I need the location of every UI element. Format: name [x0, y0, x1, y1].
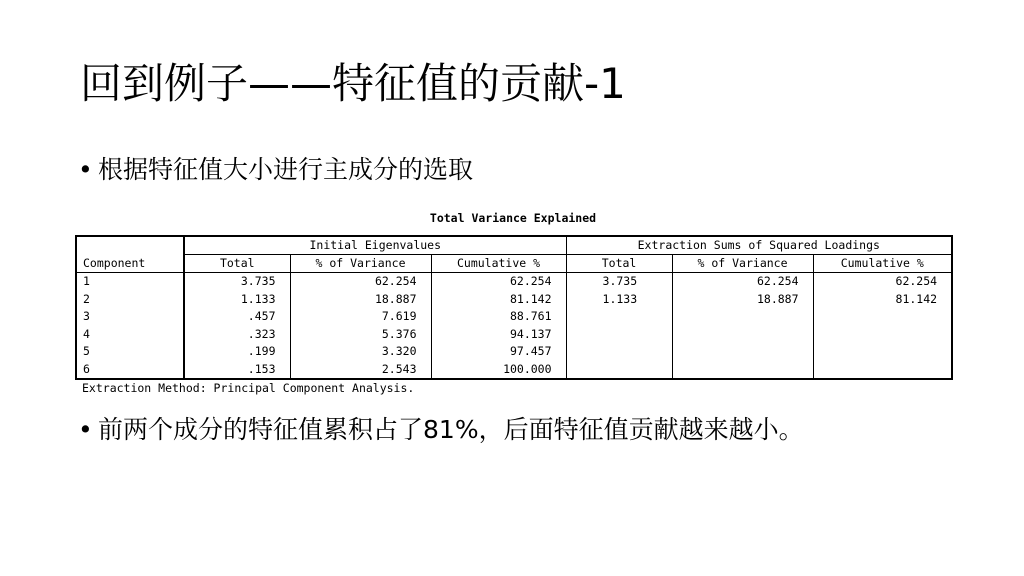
table-cell: .153	[184, 361, 290, 380]
table-cell: 100.000	[431, 361, 566, 380]
table-cell	[672, 361, 813, 380]
table-cell: 5.376	[290, 326, 431, 344]
table-cell: 2.543	[290, 361, 431, 380]
component-cell: 3	[76, 308, 184, 326]
component-cell: 5	[76, 343, 184, 361]
component-cell: 1	[76, 273, 184, 291]
table-cell: 62.254	[895, 274, 938, 288]
variance-table	[75, 235, 953, 380]
column-header: % of Variance	[672, 255, 813, 273]
table-cell: 18.887	[290, 291, 431, 309]
bullet-dot-icon: •	[78, 155, 93, 184]
table-cell: 3.320	[290, 343, 431, 361]
column-header-row	[76, 255, 952, 273]
table-cell: 3.735	[566, 273, 672, 291]
table-footnote: Extraction Method: Principal Component Analysis.	[82, 381, 415, 395]
table-cell: 1.133	[566, 291, 672, 309]
column-header: Cumulative %	[431, 255, 566, 273]
initial-eigenvalues-header: Initial Eigenvalues	[184, 236, 566, 255]
table-cell: 18.887	[672, 291, 813, 309]
component-cell: 2	[76, 291, 184, 309]
table-cell	[566, 361, 672, 380]
table-cell: 94.137	[431, 326, 566, 344]
component-cell: 4	[76, 326, 184, 344]
table-row	[76, 343, 952, 361]
table-cell: 81.142	[431, 291, 566, 309]
table-cell	[813, 326, 952, 344]
column-header: % of Variance	[290, 255, 431, 273]
table-cell	[566, 343, 672, 361]
column-header: Cumulative %	[813, 255, 952, 273]
table-row	[76, 273, 952, 291]
table-cell: 62.254	[672, 273, 813, 291]
table-cell: 3.735	[184, 273, 290, 291]
bullet-text: 前两个成分的特征值累积占了81%，后面特征值贡献越来越小。	[98, 415, 804, 444]
table-row	[76, 361, 952, 380]
table-cell: .457	[184, 308, 290, 326]
table-cell: .323	[184, 326, 290, 344]
table-cell: 1.133	[184, 291, 290, 309]
table-cell: 88.761	[431, 308, 566, 326]
extraction-sums-header: Extraction Sums of Squared Loadings	[566, 236, 952, 255]
component-header: Component	[76, 255, 184, 273]
table-cell: 7.619	[290, 308, 431, 326]
corner-cell	[76, 236, 184, 255]
table-caption: Total Variance Explained	[429, 211, 597, 225]
component-cell: 6	[76, 361, 184, 380]
table-cell: .199	[184, 343, 290, 361]
table-cell	[566, 308, 672, 326]
table-row	[76, 291, 952, 309]
table-cell: 81.142	[895, 291, 938, 306]
table-cell: 62.254	[431, 273, 566, 291]
group-header-row	[76, 236, 952, 255]
bullet-item-selection	[78, 153, 473, 187]
table-cell	[813, 308, 952, 326]
column-header: Total	[184, 255, 290, 273]
table-cell	[813, 343, 952, 361]
slide-title: 回到例子——特征值的贡献-1	[80, 59, 626, 108]
table-cell	[672, 308, 813, 326]
table-cell: 62.254	[290, 273, 431, 291]
bullet-text: 根据特征值大小进行主成分的选取	[98, 155, 474, 184]
bullet-item-conclusion	[78, 413, 804, 447]
table-row	[76, 308, 952, 326]
table-row	[76, 326, 952, 344]
column-header: Total	[566, 255, 672, 273]
bullet-dot-icon: •	[78, 415, 93, 444]
table-cell: 97.457	[431, 343, 566, 361]
table-cell	[672, 326, 813, 344]
table-cell	[813, 361, 952, 380]
table-cell	[672, 343, 813, 361]
table-cell	[566, 326, 672, 344]
